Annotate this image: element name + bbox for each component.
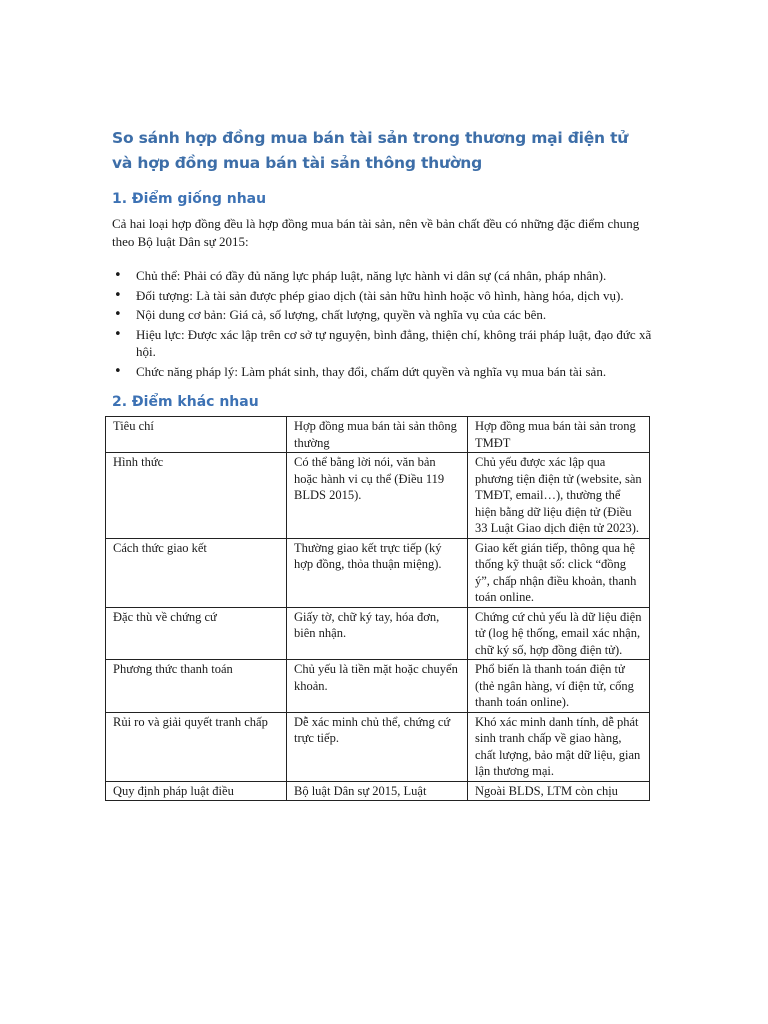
table-row [106, 712, 650, 781]
list-item [112, 306, 652, 324]
table-cell: Khó xác minh danh tính, dễ phát sinh tranh chấp về giao hàng, chất lượng, bảo mật dữ liệu, gian lận thương mại. [468, 712, 650, 781]
table-cell: Thường giao kết trực tiếp (ký hợp đồng, thỏa thuận miệng). [287, 538, 468, 607]
bullet-icon: • [114, 268, 122, 283]
list-item [112, 267, 652, 285]
table-cell: Bộ luật Dân sự 2015, Luật [287, 781, 468, 801]
bullet-icon: • [114, 326, 122, 342]
table-row [106, 538, 650, 607]
table-row [106, 660, 650, 713]
comparison-table [105, 416, 650, 801]
similarities-list [112, 267, 652, 380]
table-row [106, 781, 650, 801]
table-cell: Rủi ro và giải quyết tranh chấp [106, 712, 287, 781]
table-cell: Đặc thù về chứng cứ [106, 607, 287, 660]
table-header-cell: Hợp đồng mua bán tài sản trong TMĐT [468, 417, 650, 453]
list-item [112, 287, 652, 305]
table-cell: Quy định pháp luật điều [106, 781, 287, 801]
list-item-text: Nội dung cơ bản: Giá cả, số lượng, chất lượng, quyền và nghĩa vụ của các bên. [136, 307, 547, 322]
bullet-icon: • [114, 287, 122, 303]
table-cell: Ngoài BLDS, LTM còn chịu [468, 781, 650, 801]
table-cell: Chứng cứ chủ yếu là dữ liệu điện tử (log hệ thống, email xác nhận, chữ ký số, hợp đồng điện tử). [468, 607, 650, 660]
table-cell: Giấy tờ, chữ ký tay, hóa đơn, biên nhận. [287, 607, 468, 660]
list-item-text: Đối tượng: Là tài sản được phép giao dịch (tài sản hữu hình hoặc vô hình, hàng hóa, dịch vụ). [136, 287, 624, 303]
table-cell: Chủ yếu là tiền mặt hoặc chuyển khoản. [287, 660, 468, 713]
list-item-text: Chủ thể: Phải có đầy đủ năng lực pháp luật, năng lực hành vi dân sự (cá nhân, pháp nhân). [136, 268, 607, 283]
table-cell: Dễ xác minh chủ thể, chứng cứ trực tiếp. [287, 712, 468, 781]
list-item [112, 326, 652, 361]
section-heading-differences: 2. Điểm khác nhau [112, 394, 259, 410]
list-item-text: Hiệu lực: Được xác lập trên cơ sở tự nguyện, bình đẳng, thiện chí, không trái pháp luật, đạo đức xã hội. [136, 326, 652, 359]
list-item-text: Chức năng pháp lý: Làm phát sinh, thay đổi, chấm dứt quyền và nghĩa vụ mua bán tài sản. [136, 363, 607, 379]
bullet-icon: • [114, 307, 122, 322]
table-row [106, 607, 650, 660]
list-item [112, 363, 652, 381]
table-header-cell: Hợp đồng mua bán tài sản thông thường [287, 417, 468, 453]
table-cell: Chủ yếu được xác lập qua phương tiện điện tử (website, sàn TMĐT, email…), thường thể hiện bằng dữ liệu điện tử (Điều 33 Luật Giao dịch điện tử 2023). [468, 453, 650, 539]
table-cell: Hình thức [106, 453, 287, 539]
table-cell: Giao kết gián tiếp, thông qua hệ thống kỹ thuật số: click “đồng ý”, chấp nhận điều khoản, thanh toán online. [468, 538, 650, 607]
table-cell: Cách thức giao kết [106, 538, 287, 607]
table-cell: Có thể bằng lời nói, văn bản hoặc hành vi cụ thể (Điều 119 BLDS 2015). [287, 453, 468, 539]
table-row [106, 453, 650, 539]
document-page [112, 126, 652, 801]
bullet-icon: • [114, 363, 122, 379]
table-header-row [106, 417, 650, 453]
section-intro-paragraph: Cả hai loại hợp đồng đều là hợp đồng mua bán tài sản, nên về bản chất đều có những đặc điểm chung theo Bộ luật Dân sự 2015: [112, 216, 640, 249]
table-header-cell: Tiêu chí [106, 417, 287, 453]
table-cell: Phổ biến là thanh toán điện tử (thẻ ngân hàng, ví điện tử, cổng thanh toán online). [468, 660, 650, 713]
table-cell: Phương thức thanh toán [106, 660, 287, 713]
section-heading-similarities: 1. Điểm giống nhau [112, 191, 267, 207]
document-title: So sánh hợp đồng mua bán tài sản trong thương mại điện tử và hợp đồng mua bán tài sản thông thường [112, 129, 629, 172]
